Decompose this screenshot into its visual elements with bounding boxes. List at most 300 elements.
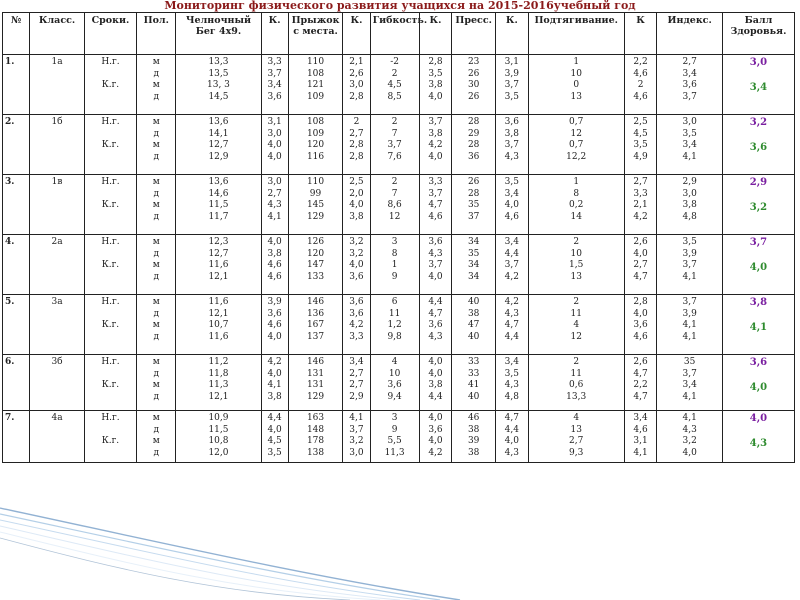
k1-cell	[261, 235, 288, 295]
index-cell-value: 4,1	[682, 271, 697, 282]
sex-cell-value: д	[153, 331, 160, 342]
k3-cell-value: 3,8	[428, 80, 443, 90]
k4-cell-value: 4,0	[504, 436, 519, 446]
k1-cell-value: 3,8	[267, 248, 282, 259]
jump-cell-value: 178	[306, 436, 325, 446]
index-cell-value: 3,7	[682, 91, 697, 102]
jump-cell-value: 147	[306, 260, 325, 270]
sex-cell-value: д	[153, 391, 160, 402]
jump-cell-value: 108	[306, 68, 325, 79]
k1-cell-value: 4,0	[267, 331, 282, 342]
index-cell-value: 3,7	[682, 260, 697, 270]
k4-cell-value: 4,2	[504, 271, 519, 282]
k5-cell-value: 2,2	[633, 57, 648, 67]
jump-cell-value: 126	[306, 237, 325, 247]
flex-cell-value: 11,3	[384, 447, 405, 458]
sex-cell-value: м	[152, 237, 160, 247]
run-cell-value: 14,1	[208, 128, 229, 139]
k3-cell-value: 4,0	[428, 91, 443, 102]
term-cell-value: К.г.	[101, 436, 120, 446]
term-cell	[84, 175, 136, 235]
term-cell	[84, 235, 136, 295]
k5-cell-value: 2,7	[633, 260, 648, 270]
k1-cell-value: 4,3	[267, 200, 282, 210]
k3-cell-value: 4,4	[428, 391, 443, 402]
row-number: 1.	[3, 55, 30, 115]
run-cell-value: 11,8	[208, 368, 229, 379]
run-cell	[176, 115, 261, 175]
press-cell-value: 28	[467, 117, 480, 127]
run-cell	[176, 411, 261, 463]
term-cell-value: К.г.	[101, 320, 120, 330]
sex-cell-value: д	[153, 151, 160, 162]
k1-cell-value: 4,0	[267, 151, 282, 162]
jump-cell-value: 129	[306, 211, 325, 222]
health-score-end: 4,0	[749, 262, 768, 273]
press-cell-value: 33	[467, 368, 480, 379]
k2-cell	[343, 411, 370, 463]
jump-cell-value: 146	[306, 357, 325, 367]
row-number: 6.	[3, 355, 30, 411]
flex-cell-value: 1	[391, 260, 398, 270]
k5-cell-value: 4,7	[633, 271, 648, 282]
index-cell-value: 4,1	[682, 331, 697, 342]
k4-cell-value: 3,4	[504, 188, 519, 199]
jump-cell	[288, 55, 343, 115]
press-cell-value: 26	[467, 91, 480, 102]
pull-cell-value: 1	[573, 177, 580, 187]
term-cell-value	[87, 392, 134, 404]
run-cell-value: 13,5	[208, 68, 229, 79]
k3-cell	[419, 355, 452, 411]
k1-cell-value: 4,0	[267, 237, 282, 247]
index-cell-value: 4,1	[682, 151, 697, 162]
press-cell-value: 35	[467, 248, 480, 259]
flex-cell	[370, 411, 419, 463]
jump-cell-value: 129	[306, 391, 325, 402]
k4-cell-value: 3,5	[504, 177, 519, 187]
term-cell-value: К.г.	[101, 380, 120, 390]
flex-cell-value: 3	[391, 413, 398, 423]
k5-cell-value: 4,1	[633, 447, 648, 458]
k2-cell-value: 3,2	[349, 436, 364, 446]
k4-cell-value: 4,0	[504, 200, 519, 210]
k3-cell-value: 3,7	[428, 117, 443, 127]
k5-cell-value: 4,6	[633, 68, 648, 79]
jump-cell-value: 138	[306, 447, 325, 458]
jump-cell-value: 116	[306, 151, 325, 162]
flex-cell	[370, 55, 419, 115]
k3-cell	[419, 235, 452, 295]
flex-cell-value: -2	[390, 57, 399, 67]
pull-cell-value: 11	[570, 308, 582, 319]
k2-cell-value: 3,7	[349, 424, 364, 435]
health-score-start: 3,7	[749, 237, 768, 248]
k4-cell	[495, 411, 528, 463]
k5-cell	[624, 175, 657, 235]
k5-cell-value: 3,3	[633, 188, 648, 199]
sex-cell	[137, 115, 176, 175]
term-cell-value	[87, 272, 134, 284]
k4-cell-value: 4,4	[504, 424, 519, 435]
k4-cell-value: 3,8	[504, 128, 519, 139]
term-cell-value: Н.г.	[101, 177, 120, 187]
k3-cell	[419, 55, 452, 115]
term-cell-value: Н.г.	[101, 117, 120, 127]
press-cell-value: 36	[467, 151, 480, 162]
k1-cell-value: 4,0	[267, 368, 282, 379]
class-block-row	[3, 175, 795, 235]
sex-cell-value: м	[152, 117, 160, 127]
pull-cell-value: 2,7	[569, 436, 584, 446]
run-cell-value: 11,7	[208, 211, 229, 222]
term-cell-value	[87, 448, 134, 460]
k3-cell-value: 3,8	[428, 380, 443, 390]
pull-cell-value: 1	[573, 57, 580, 67]
run-cell	[176, 175, 261, 235]
k1-cell-value: 4,6	[267, 271, 282, 282]
health-score-cell	[722, 295, 794, 355]
health-score-cell	[722, 55, 794, 115]
press-cell	[452, 175, 496, 235]
run-cell-value: 12,1	[208, 308, 229, 319]
k2-cell-value: 4,2	[349, 320, 364, 330]
k4-cell-value: 4,6	[504, 211, 519, 222]
k4-cell	[495, 175, 528, 235]
sex-cell	[137, 235, 176, 295]
sex-cell-value: д	[153, 128, 160, 139]
health-score-start: 4,0	[749, 413, 768, 424]
k3-cell-value: 3,3	[428, 177, 443, 187]
term-cell-value	[87, 69, 134, 81]
flex-cell	[370, 235, 419, 295]
index-cell-value: 4,3	[682, 424, 697, 435]
k3-cell-value: 4,3	[428, 331, 443, 342]
jump-cell	[288, 115, 343, 175]
press-cell-value: 23	[467, 57, 480, 67]
k1-cell-value: 3,5	[267, 447, 282, 458]
col-header: К.	[495, 13, 528, 55]
k5-cell-value: 4,0	[633, 248, 648, 259]
jump-cell-value: 109	[306, 91, 325, 102]
term-cell-value: К.г.	[101, 200, 120, 210]
k3-cell-value: 4,0	[428, 151, 443, 162]
pull-cell-value: 10	[570, 248, 582, 259]
k2-cell-value: 3,8	[349, 211, 364, 222]
flex-cell-value: 7	[391, 188, 398, 199]
col-header: Гибкость.	[370, 13, 419, 55]
k5-cell-value: 2,7	[633, 177, 648, 187]
run-cell-value: 10,8	[208, 436, 229, 446]
k2-cell-value: 3,4	[349, 357, 364, 367]
k3-cell-value: 4,6	[428, 211, 443, 222]
k1-cell	[261, 55, 288, 115]
pull-cell-value: 0	[573, 80, 580, 90]
run-cell-value: 12,1	[208, 391, 229, 402]
k4-cell	[495, 295, 528, 355]
index-cell-value: 3,0	[682, 188, 697, 199]
flex-cell-value: 3	[391, 237, 398, 247]
jump-cell	[288, 295, 343, 355]
k4-cell-value: 3,4	[504, 237, 519, 247]
jump-cell-value: 167	[306, 320, 325, 330]
k1-cell	[261, 355, 288, 411]
run-cell-value: 13,6	[208, 177, 229, 187]
term-cell	[84, 411, 136, 463]
jump-cell-value: 148	[306, 424, 325, 435]
sex-cell-value: д	[153, 68, 160, 79]
pull-cell-value: 12,2	[566, 151, 587, 162]
index-cell	[657, 115, 722, 175]
k2-cell-value: 3,3	[349, 331, 364, 342]
index-cell-value: 3,5	[682, 237, 697, 247]
sex-cell-value: д	[153, 308, 160, 319]
term-cell-value	[87, 92, 134, 104]
k5-cell	[624, 295, 657, 355]
index-cell-value: 3,2	[682, 436, 697, 446]
flex-cell-value: 2	[391, 177, 398, 187]
class-block-row	[3, 295, 795, 355]
k4-cell-value: 3,1	[504, 57, 519, 67]
k3-cell	[419, 411, 452, 463]
pull-cell-value: 12	[570, 128, 582, 139]
pull-cell	[528, 115, 624, 175]
k5-cell-value: 3,1	[633, 436, 648, 446]
flex-cell-value: 7	[391, 128, 398, 139]
index-cell	[657, 175, 722, 235]
flex-cell-value: 10	[388, 368, 401, 379]
jump-cell-value: 163	[306, 413, 325, 423]
k2-cell-value: 3,6	[349, 308, 364, 319]
term-cell	[84, 115, 136, 175]
index-cell-value: 4,1	[682, 320, 697, 330]
col-header: Балл Здоровья.	[722, 13, 794, 55]
k2-cell-value: 2,9	[349, 391, 364, 402]
term-cell-value	[87, 189, 134, 201]
k5-cell-value: 3,4	[633, 413, 648, 423]
k5-cell	[624, 115, 657, 175]
k4-cell-value: 4,3	[504, 151, 519, 162]
k4-cell-value: 3,7	[504, 260, 519, 270]
health-score-cell	[722, 115, 794, 175]
k4-cell	[495, 55, 528, 115]
health-score-start: 3,6	[749, 357, 768, 368]
run-cell	[176, 355, 261, 411]
k1-cell-value: 4,6	[267, 260, 282, 270]
jump-cell-value: 146	[306, 297, 325, 307]
flex-cell	[370, 355, 419, 411]
k1-cell	[261, 175, 288, 235]
index-cell-value: 3,6	[682, 80, 697, 90]
sex-cell-value: м	[152, 200, 160, 210]
term-cell	[84, 295, 136, 355]
k1-cell-value: 4,0	[267, 140, 282, 150]
k5-cell-value: 2,1	[633, 200, 648, 210]
k4-cell	[495, 355, 528, 411]
col-header: Сроки.	[84, 13, 136, 55]
run-cell-value: 12,3	[208, 237, 229, 247]
jump-cell-value: 131	[306, 368, 325, 379]
health-score-end: 3,4	[749, 82, 768, 93]
k3-cell-value: 4,3	[428, 248, 443, 259]
flex-cell-value: 7,6	[387, 151, 402, 162]
k4-cell-value: 4,3	[504, 447, 519, 458]
jump-cell-value: 99	[309, 188, 322, 199]
k1-cell-value: 3,0	[267, 177, 282, 187]
run-cell-value: 12,7	[208, 248, 229, 259]
k4-cell-value: 3,7	[504, 80, 519, 90]
k5-cell-value: 4,6	[633, 331, 648, 342]
jump-cell-value: 110	[306, 177, 325, 187]
pull-cell-value: 0,7	[569, 140, 584, 150]
k4-cell-value: 4,7	[504, 320, 519, 330]
pull-cell-value: 13	[570, 271, 582, 282]
index-cell-value: 3,4	[682, 68, 697, 79]
row-number: 4.	[3, 235, 30, 295]
class-block-row	[3, 411, 795, 463]
flex-cell-value: 9	[391, 271, 398, 282]
term-cell	[84, 55, 136, 115]
col-header: №	[3, 13, 30, 55]
term-cell-value: К.г.	[101, 140, 120, 150]
k1-cell-value: 3,7	[267, 68, 282, 79]
jump-cell-value: 110	[306, 57, 325, 67]
k2-cell-value: 2,8	[349, 151, 364, 162]
jump-cell-value: 109	[306, 128, 325, 139]
sex-cell	[137, 175, 176, 235]
flex-cell-value: 12	[388, 211, 401, 222]
k2-cell	[343, 175, 370, 235]
k5-cell	[624, 355, 657, 411]
run-cell-value: 11,6	[208, 297, 229, 307]
flex-cell-value: 6	[391, 297, 398, 307]
k3-cell-value: 4,0	[428, 271, 443, 282]
k3-cell-value: 3,8	[428, 128, 443, 139]
health-score-end: 4,1	[749, 322, 768, 333]
flex-cell	[370, 175, 419, 235]
sex-cell-value: м	[152, 177, 160, 187]
flex-cell-value: 8	[391, 248, 398, 259]
k3-cell-value: 4,2	[428, 140, 443, 150]
run-cell-value: 11,2	[208, 357, 229, 367]
press-cell	[452, 55, 496, 115]
press-cell	[452, 355, 496, 411]
run-cell	[176, 295, 261, 355]
k2-cell-value: 3,6	[349, 297, 364, 307]
run-cell-value: 14,6	[208, 188, 229, 199]
k5-cell-value: 2,5	[633, 117, 648, 127]
sex-cell-value: м	[152, 57, 160, 67]
col-header: Пресс.	[452, 13, 496, 55]
pull-cell-value: 0,2	[569, 200, 584, 210]
class-name: 1а	[30, 55, 85, 115]
jump-cell-value: 120	[306, 140, 325, 150]
k1-cell-value: 4,5	[267, 436, 282, 446]
press-cell	[452, 115, 496, 175]
k1-cell-value: 3,3	[267, 57, 282, 67]
k2-cell-value: 3,2	[349, 248, 364, 259]
k1-cell	[261, 295, 288, 355]
index-cell-value: 35	[683, 357, 696, 367]
k2-cell-value: 3,2	[349, 237, 364, 247]
col-header: К	[624, 13, 657, 55]
k5-cell-value: 4,9	[633, 151, 648, 162]
class-name: 2а	[30, 235, 85, 295]
jump-cell-value: 108	[306, 117, 325, 127]
k5-cell-value: 4,6	[633, 91, 648, 102]
pull-cell-value: 10	[570, 68, 582, 79]
k4-cell-value: 4,7	[504, 413, 519, 423]
term-cell-value	[87, 152, 134, 164]
index-cell-value: 3,4	[682, 140, 697, 150]
jump-cell	[288, 235, 343, 295]
k2-cell-value: 3,0	[349, 80, 364, 90]
press-cell-value: 30	[467, 80, 480, 90]
k5-cell-value: 4,2	[633, 211, 648, 222]
k3-cell-value: 4,7	[428, 200, 443, 210]
k4-cell	[495, 115, 528, 175]
health-score-end: 4,3	[749, 438, 768, 449]
index-cell-value: 4,1	[682, 391, 697, 402]
pull-cell-value: 9,3	[569, 447, 584, 458]
flex-cell-value: 8,5	[387, 91, 402, 102]
flex-cell-value: 2	[391, 117, 398, 127]
term-cell-value: К.г.	[101, 260, 120, 270]
k1-cell-value: 3,9	[267, 297, 282, 307]
sex-cell-value: д	[153, 271, 160, 282]
k2-cell-value: 4,0	[349, 260, 364, 270]
pull-cell-value: 13,3	[566, 391, 587, 402]
pull-cell	[528, 295, 624, 355]
index-cell-value: 3,7	[682, 368, 697, 379]
k2-cell	[343, 115, 370, 175]
pull-cell-value: 2	[573, 297, 580, 307]
class-block-row	[3, 115, 795, 175]
k1-cell-value: 3,8	[267, 391, 282, 402]
col-header: Пол.	[137, 13, 176, 55]
press-cell	[452, 235, 496, 295]
k3-cell-value: 2,8	[428, 57, 443, 67]
press-cell-value: 26	[467, 177, 480, 187]
k3-cell-value: 4,4	[428, 297, 443, 307]
press-cell-value: 38	[467, 447, 480, 458]
flex-cell	[370, 295, 419, 355]
sex-cell-value: м	[152, 297, 160, 307]
row-number: 3.	[3, 175, 30, 235]
col-header: Индекс.	[657, 13, 722, 55]
run-cell-value: 11,5	[208, 424, 229, 435]
run-cell-value: 14,5	[208, 91, 229, 102]
sex-cell-value: м	[152, 413, 160, 423]
k5-cell-value: 2	[637, 80, 644, 90]
class-name: 3а	[30, 295, 85, 355]
pull-cell-value: 4	[573, 413, 580, 423]
k1-cell-value: 3,4	[267, 80, 282, 90]
run-cell-value: 11,3	[208, 380, 229, 390]
press-cell-value: 26	[467, 68, 480, 79]
sex-cell-value: м	[152, 260, 160, 270]
k4-cell-value: 3,4	[504, 357, 519, 367]
health-score-start: 3,8	[749, 297, 768, 308]
k5-cell-value: 2,6	[633, 237, 648, 247]
index-cell	[657, 411, 722, 463]
k3-cell-value: 3,6	[428, 424, 443, 435]
flex-cell-value: 4,5	[387, 80, 402, 90]
index-cell-value: 4,1	[682, 413, 697, 423]
decorative-stripes	[0, 480, 800, 600]
k2-cell-value: 2,7	[349, 128, 364, 139]
term-cell	[84, 355, 136, 411]
